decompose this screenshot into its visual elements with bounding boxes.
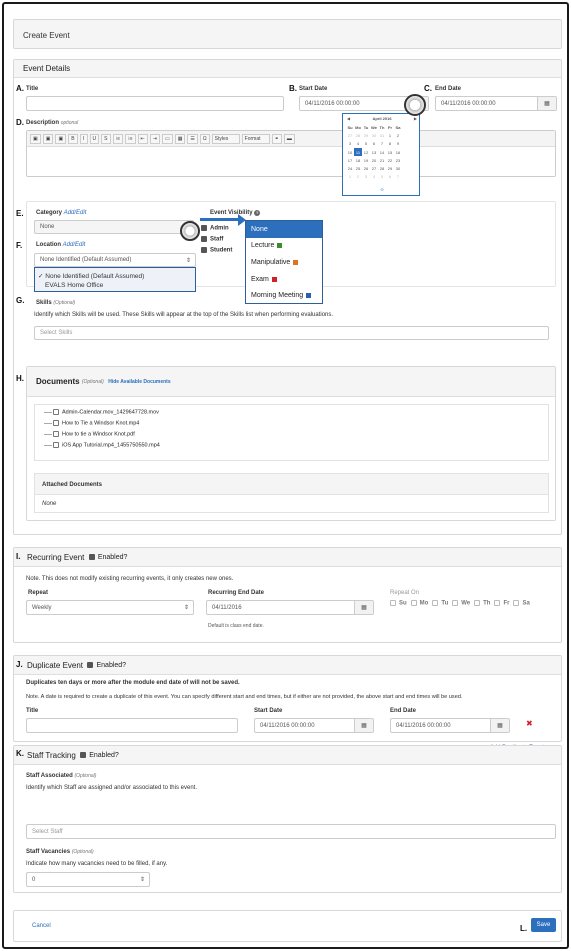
calendar-today-icon[interactable]: ⊙ [380,187,384,192]
staff-vacancies-optional: (Optional) [71,849,94,855]
staff-header [14,746,561,765]
recurring-end-value: 04/11/2016 [212,604,242,611]
calendar-day[interactable]: 18 [355,157,361,163]
toolbar-button[interactable]: ⇥ [150,134,160,144]
color-swatch [293,260,298,265]
skills-optional: (Optional) [53,300,76,306]
calendar-day[interactable]: 17 [347,157,353,163]
event-type-label: Lecture [251,242,275,250]
calendar-weekday: Th [379,124,385,130]
duplicate-title-label: Title [26,708,39,714]
calendar-day[interactable]: 4 [372,174,376,180]
weekday-label: Sa [522,600,530,607]
duplicate-end-label: End Date [390,708,417,714]
toolbar-button[interactable]: U [90,134,100,144]
category-value: None [40,224,55,230]
calendar-day[interactable]: 6 [372,141,376,147]
location-add-edit-link[interactable]: Add/Edit [62,242,86,248]
event-type-option[interactable] [246,271,322,288]
hide-documents-link[interactable]: Hide Available Documents [108,378,171,385]
checkbox[interactable] [53,420,59,426]
staff-vacancies-select[interactable] [26,872,150,887]
calendar-day[interactable]: 19 [363,157,369,163]
duplicate-note: Note. A date is required to create a duplicate of this event. You can specify different start and end times, but if either are not provided, the above start and end times will be used. [26,694,463,700]
repeat-select[interactable] [26,600,194,615]
calendar-icon: ▦ [361,723,367,729]
toolbar-button[interactable]: ⇤ [138,134,148,144]
document-file[interactable] [44,442,160,448]
calendar-day[interactable]: 27 [347,132,353,138]
calendar-weekday: Mo [355,124,361,130]
toolbar-button[interactable]: Ω [200,134,210,144]
calendar-header [343,116,421,121]
cancel-link[interactable]: Cancel [32,923,51,929]
duplicate-enabled-label: Enabled? [96,661,127,669]
event-type-label: Manipulative [251,258,291,266]
toolbar-button[interactable]: ⁝≡ [113,134,124,144]
staff-vacancies-label [26,849,94,855]
staff-associated-label [26,773,96,779]
repeat-on-days [390,600,530,607]
toolbar-button[interactable]: ⁝≡ [125,134,136,144]
end-date-input[interactable] [435,96,557,111]
attached-value: None [42,501,57,507]
toolbar-button[interactable]: ▭ [162,134,173,144]
toolbar-button[interactable]: ▣ [43,134,54,144]
calendar-day[interactable]: 6 [388,174,392,180]
checkbox[interactable] [390,600,396,606]
skills-select[interactable] [34,326,549,340]
staff-associated-text: Staff Associated [26,773,73,779]
end-date-value: 04/11/2016 00:00:00 [441,100,496,107]
title-input[interactable] [26,96,284,111]
document-file[interactable] [44,409,159,415]
description-label-text: Description [26,120,60,126]
weekday-label: Tu [441,600,449,607]
visibility-label-text: Event Visibility [210,210,253,216]
calendar-day[interactable]: 23 [395,157,401,163]
duplicate-end-input[interactable] [390,718,510,733]
weekday-checkbox[interactable] [494,600,509,607]
description-editor[interactable] [26,130,556,177]
event-type-option[interactable] [246,287,322,304]
staff-associated-optional: (Optional) [74,773,97,779]
calendar-day[interactable]: 13 [371,149,377,155]
checkbox[interactable] [513,600,519,606]
updown-icon: ⇕ [185,257,191,264]
recurring-marker: I. [16,552,21,561]
documents-header [27,367,555,397]
documents-marker: H. [16,374,24,383]
calendar-day[interactable]: 24 [347,166,353,172]
checkbox-checked[interactable] [89,554,95,560]
staff-placeholder: Select Staff [32,828,63,835]
attached-label: Attached Documents [42,482,103,488]
skills-marker: G. [16,296,25,305]
weekday-checkbox[interactable] [474,600,490,607]
category-marker: E. [16,209,24,218]
location-options[interactable] [34,267,196,292]
color-swatch [306,293,311,298]
checkbox-checked[interactable] [201,225,207,231]
window-frame [2,2,569,949]
calendar-day[interactable]: 14 [379,149,385,155]
save-marker: L. [520,924,528,933]
weekday-label: Fr [503,600,510,607]
weekday-checkbox[interactable] [432,600,448,607]
calendar-day[interactable]: 20 [371,157,377,163]
arrow-right-icon [200,218,240,221]
remove-duplicate-icon[interactable]: ✖ [526,719,533,728]
save-button[interactable]: Save [531,918,556,932]
checkbox[interactable] [53,442,59,448]
visibility-label [210,210,260,216]
calendar-grid [346,123,402,181]
calendar-day[interactable]: 25 [355,166,361,172]
calendar-day[interactable]: 4 [356,141,360,147]
repeat-on-label: Repeat On [390,590,420,596]
calendar-day[interactable]: 10 [347,149,353,155]
duplicate-start-value: 04/11/2016 00:00:00 [260,722,315,729]
visibility-staff-label: Staff [210,236,224,243]
event-type-label: Exam [251,275,269,283]
color-swatch [277,243,282,248]
duplicate-start-label: Start Date [254,708,283,714]
staff-vacancies-value: 0 [32,876,36,883]
calendar-weekday: Fr [388,124,392,130]
pointer-hand-icon [404,94,426,116]
repeat-label: Repeat [28,590,49,596]
weekday-label: Mo [419,600,429,607]
calendar-day[interactable]: 8 [388,141,392,147]
toolbar-button[interactable]: Styles [212,134,240,144]
calendar-day[interactable]: 11 [355,149,361,155]
calendar-weekday: Sa [395,124,401,130]
staff-vacancies-text: Staff Vacancies [26,849,71,855]
calendar-day[interactable]: 28 [355,132,361,138]
duplicate-end-calendar[interactable] [490,719,509,732]
updown-icon: ⇕ [139,877,145,883]
weekday-label: Su [399,600,407,607]
start-date-label: Start Date [299,86,328,92]
weekday-checkbox[interactable] [513,600,529,607]
checkbox-checked[interactable] [201,247,207,253]
duplicate-start-calendar[interactable] [354,719,373,732]
staff-vacancies-help: Indicate how many vacancies need to be filled, if any. [26,861,168,867]
event-type-label: None [251,225,268,233]
location-option[interactable]: EVALS Home Office [45,282,104,289]
checkbox-checked[interactable] [80,752,86,758]
editor-toolbar-buttons [30,134,295,144]
duplicate-marker: J. [16,660,23,669]
calendar-day[interactable]: 15 [387,149,393,155]
calendar-day[interactable]: 5 [364,141,368,147]
toolbar-button[interactable]: ⚭ [272,134,282,144]
calendar-day[interactable]: 21 [379,157,385,163]
documents-title: Documents [36,377,80,386]
checkbox[interactable] [432,600,438,606]
checkbox[interactable] [452,600,458,606]
recurring-end-input[interactable] [206,600,374,615]
event-details-heading [14,60,561,78]
skills-label [36,300,75,306]
calendar-day[interactable]: 1 [388,132,392,138]
checkbox-checked[interactable] [201,236,207,242]
recurring-note: Note. This does not modify existing recurring events, it only creates new ones. [26,576,234,582]
weekday-label: We [461,600,471,607]
calendar-day[interactable]: 7 [380,141,384,147]
calendar-weekday: Tu [363,124,369,130]
skills-placeholder: Select Skills [40,330,73,336]
staff-associated-help: Identify which Staff are assigned and/or associated to this event. [26,785,197,791]
calendar-day[interactable]: 9 [396,141,400,147]
event-type-label: Morning Meeting [251,292,304,300]
color-swatch [272,277,277,282]
visibility-admin[interactable] [201,225,229,232]
skills-help: Identify which Skills will be used. These Skills will appear at the top of the Skills list when performing evaluations. [34,312,334,318]
attached-documents [34,473,549,513]
weekday-checkbox[interactable] [411,600,429,607]
help-icon: ? [256,210,259,215]
title-label: Title [26,86,39,92]
location-label [36,242,85,248]
checkbox[interactable] [53,431,59,437]
location-label-text: Location [36,242,61,248]
checkbox[interactable] [494,600,500,606]
weekday-checkbox[interactable] [390,600,407,607]
document-file-name: How to tie a Windsor Knot.pdf [62,431,135,438]
calendar-day[interactable]: 2 [396,132,400,138]
attached-header [35,474,548,495]
create-event-header [13,19,562,49]
staff-select[interactable] [26,824,556,839]
calendar-day[interactable]: 3 [348,141,352,147]
calendar-day[interactable]: 30 [371,132,377,138]
calendar-month: April 2016 [372,116,392,121]
calendar-day[interactable]: 29 [387,166,393,172]
staff-enabled-label: Enabled? [89,751,119,759]
calendar-day[interactable]: 22 [387,157,393,163]
location-marker: F. [16,241,23,250]
category-add-edit-link[interactable]: Add/Edit [63,210,87,216]
toolbar-button[interactable]: I [80,134,88,144]
duplicate-title-input[interactable] [26,718,238,733]
next-month-icon[interactable]: ▶ [413,116,417,121]
duplicate-header [14,656,561,675]
pointer-hand-icon [180,221,200,241]
start-date-value: 04/11/2016 00:00:00 [305,100,360,107]
skills-label-text: Skills [36,300,52,306]
calendar-day[interactable]: 1 [348,174,352,180]
toolbar-button[interactable]: ▬ [284,134,295,144]
weekday-label: Th [483,600,491,607]
checkbox[interactable] [411,600,417,606]
title-marker: A. [16,84,24,93]
duplicate-end-value: 04/11/2016 00:00:00 [396,722,451,729]
event-type-option[interactable] [246,238,322,255]
date-picker-popup[interactable] [342,113,420,196]
toolbar-button[interactable]: ▣ [30,134,41,144]
recurring-calendar-button[interactable] [354,601,373,614]
recurring-end-help: Default is class end date. [208,623,264,629]
toolbar-button[interactable]: B [68,134,77,144]
event-details-heading-text: Event Details [23,64,71,73]
category-label [36,210,86,216]
document-file-name: iOS App Tutorial.mp4_1455750550.mp4 [62,442,160,449]
calendar-weekday: We [371,124,377,130]
location-select[interactable] [34,253,196,267]
visibility-student[interactable] [201,247,232,254]
visibility-staff[interactable] [201,236,223,243]
calendar-day[interactable]: 29 [363,132,369,138]
prev-month-icon[interactable]: ◀ [347,116,351,121]
page-title: Create Event [23,31,70,40]
recurring-panel [13,547,562,643]
duplicate-start-input[interactable] [254,718,374,733]
recurring-enabled-label: Enabled? [97,553,128,561]
calendar-day[interactable]: 31 [379,132,385,138]
recurring-title: Recurring Event [27,552,85,562]
staff-title: Staff Tracking [27,750,76,760]
calendar-day[interactable]: 27 [371,166,377,172]
toolbar-button[interactable]: S [101,134,110,144]
calendar-day[interactable]: 12 [363,149,369,155]
duplicate-title: Duplicate Event [27,660,84,670]
location-option[interactable]: ✓ None Identified (Default Assumed) [38,273,145,280]
document-file[interactable] [44,431,135,437]
calendar-icon: ▦ [497,723,503,729]
event-type-option[interactable] [246,254,322,271]
checkbox[interactable] [53,409,59,415]
recurring-end-label: Recurring End Date [208,590,265,596]
visibility-admin-label: Admin [210,225,229,232]
event-type-dropdown[interactable] [245,220,323,304]
end-date-marker: C. [424,84,432,93]
description-optional: optional [60,120,79,126]
toolbar-button[interactable]: ☰ [187,134,197,144]
toolbar-button[interactable]: ▦ [175,134,186,144]
toolbar-button[interactable]: Format [242,134,270,144]
calendar-day[interactable]: 7 [396,174,400,180]
start-date-marker: B. [289,84,297,93]
updown-icon: ⇕ [183,605,189,611]
location-value: None Identified (Default Assumed) [40,257,132,263]
description-marker: D. [16,118,24,127]
category-select[interactable] [34,220,194,234]
repeat-value: Weekly [32,604,52,611]
staff-panel [13,745,562,893]
document-file-name: Admin-Calendar.mov_1429647728.mov [62,409,159,416]
calendar-day[interactable]: 26 [363,166,369,172]
footer-bar [13,910,562,942]
duplicate-warning: Duplicates ten days or more after the module end date of will not be saved. [26,680,240,686]
calendar-day[interactable]: 28 [379,166,385,172]
calendar-day[interactable]: 3 [364,174,368,180]
calendar-weekday: Su [347,124,353,130]
category-label-text: Category [36,210,63,216]
visibility-student-label: Student [210,247,233,254]
calendar-day[interactable]: 2 [356,174,360,180]
end-calendar-button[interactable] [537,97,556,110]
end-date-label: End Date [435,86,462,92]
document-file-name: How to Tie a Windsor Knot.mp4 [62,420,140,427]
toolbar-button[interactable]: ▣ [55,134,66,144]
calendar-day[interactable]: 16 [395,149,401,155]
calendar-icon: ▦ [361,605,367,611]
document-file[interactable] [44,420,139,426]
recurring-header [14,548,561,567]
description-label [26,120,78,126]
checkbox-checked[interactable] [87,662,93,668]
calendar-day[interactable]: 5 [380,174,384,180]
weekday-checkbox[interactable] [452,600,470,607]
staff-marker: K. [16,749,24,758]
calendar-icon: ▦ [544,101,550,107]
documents-optional: (Optional) [81,378,104,385]
calendar-day[interactable]: 30 [395,166,401,172]
event-type-option[interactable] [246,221,322,238]
checkbox[interactable] [474,600,480,606]
